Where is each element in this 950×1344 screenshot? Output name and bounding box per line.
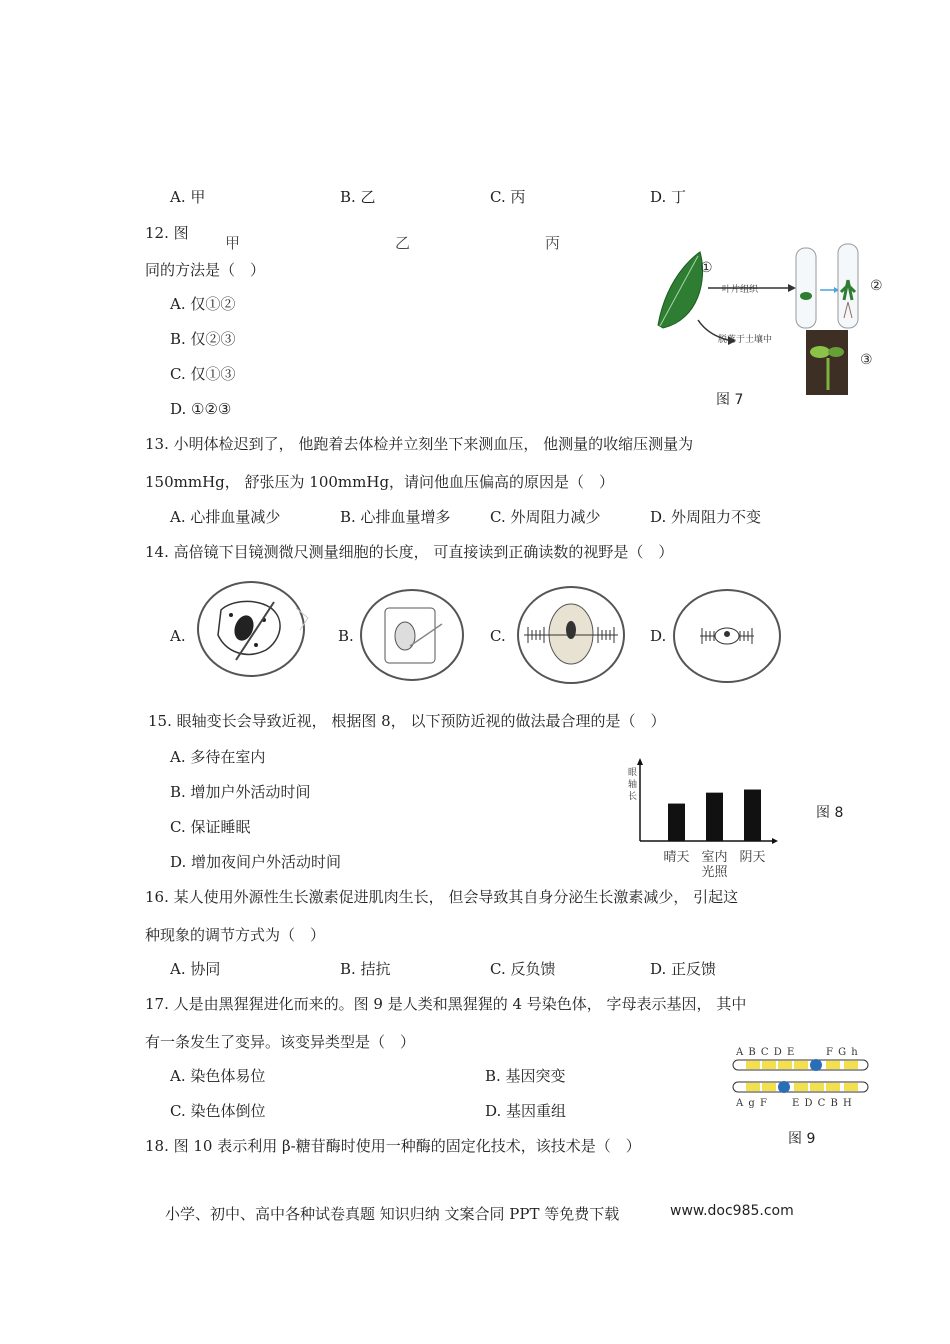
- callus-sprout: [800, 292, 812, 300]
- q16-option-d: D. 正反馈: [650, 960, 717, 978]
- q13-option-a: A. 心排血量减少: [170, 508, 281, 526]
- bottom-gene-labels-right: E D C B H: [792, 1098, 853, 1109]
- bar-3: [744, 790, 761, 841]
- overlap-label-yi: 乙: [395, 234, 411, 252]
- q16-line-1: 16. 某人使用外源性生长激素促进肌肉生长， 但会导致其自身分泌生长激素减少， 引起这: [145, 888, 739, 906]
- q15-option-c: C. 保证睡眠: [170, 818, 251, 836]
- y-axis-label: 眼: [628, 768, 638, 778]
- footer-text: 小学、初中、高中各种试卷真题 知识归纳 文案合同 PPT 等免费下载: [165, 1205, 620, 1223]
- q16-option-a: A. 协同: [170, 960, 221, 978]
- overlap-label-jia: 甲: [225, 234, 241, 252]
- q12-option-c: C. 仅①③: [170, 365, 236, 383]
- q14-option-c-label: C.: [490, 627, 506, 645]
- y-axis-label: 长: [628, 792, 638, 802]
- q15-option-a: A. 多待在室内: [170, 748, 266, 766]
- figure-7-plant-propagation: [648, 240, 898, 400]
- q14-option-b-label: B.: [338, 627, 354, 645]
- q15-stem: 15. 眼轴变长会导致近视， 根据图 8， 以下预防近视的做法最合理的是（ ）: [148, 712, 666, 730]
- q14-option-d-label: D.: [650, 627, 667, 645]
- figure-9-chromosomes: [728, 1040, 873, 1112]
- q16-line-2: 种现象的调节方式为（ ）: [145, 926, 326, 944]
- q13-option-b: B. 心排血量增多: [340, 508, 451, 526]
- q15-option-d: D. 增加夜间户外活动时间: [170, 853, 342, 871]
- q16-option-c: C. 反负馈: [490, 960, 556, 978]
- category-label-3: 阴天: [739, 850, 766, 865]
- q12-stem-cont: 同的方法是（ ）: [145, 261, 266, 279]
- q13-option-c: C. 外周阻力减少: [490, 508, 601, 526]
- q11-option-b: B. 乙: [340, 188, 376, 206]
- category-label-2: 光照: [701, 865, 728, 880]
- figure-9-caption: 图 9: [788, 1131, 816, 1147]
- overlap-label-bing: 丙: [545, 234, 561, 252]
- bottom-gene-labels-left: A g F: [736, 1098, 768, 1109]
- q12-stem-start: 12. 图: [145, 224, 189, 242]
- q18-stem: 18. 图 10 表示利用 β-糖苷酶时使用一种酶的固定化技术，该技术是（ ）: [145, 1137, 641, 1155]
- q17-option-a: A. 染色体易位: [170, 1067, 266, 1085]
- q17-line-2: 有一条发生了变异。该变异类型是（ ）: [145, 1033, 416, 1051]
- marker-2: ②: [870, 278, 883, 294]
- footer-url[interactable]: www.doc985.com: [670, 1203, 794, 1219]
- chromosome-bottom: [733, 1081, 868, 1093]
- q17-option-d: D. 基因重组: [485, 1102, 567, 1120]
- q17-option-b: B. 基因突变: [485, 1067, 566, 1085]
- q15-option-b: B. 增加户外活动时间: [170, 783, 311, 801]
- figure-7-caption: 图 7: [716, 392, 744, 408]
- chromosome-top: [733, 1059, 868, 1071]
- q13-line-2: 150mmHg， 舒张压为 100mmHg，请问他血压偏高的原因是（ ）: [145, 473, 615, 491]
- q12-option-b: B. 仅②③: [170, 330, 236, 348]
- q13-option-d: D. 外周阻力不变: [650, 508, 762, 526]
- bar-1: [668, 804, 685, 841]
- bar-2: [706, 793, 723, 841]
- q11-option-d: D. 丁: [650, 188, 687, 206]
- y-axis-label: 轴: [628, 780, 638, 790]
- q11-option-a: A. 甲: [170, 188, 206, 206]
- test-tube-1: [796, 248, 816, 328]
- q14-stem: 14. 高倍镜下目镜测微尺测量细胞的长度， 可直接读到正确读数的视野是（ ）: [145, 543, 674, 561]
- soil-label: 脱落于土壤中: [718, 335, 773, 345]
- leaf-tissue-label: 叶片组织: [722, 285, 759, 295]
- marker-1: ①: [700, 260, 713, 276]
- figure-8-bar-chart: [610, 755, 780, 880]
- category-label-2: 室内: [701, 850, 728, 865]
- marker-3: ③: [860, 352, 873, 368]
- category-label-1: 晴天: [663, 850, 690, 865]
- q12-option-a: A. 仅①②: [170, 295, 236, 313]
- q17-line-1: 17. 人是由黑猩猩进化而来的。图 9 是人类和黑猩猩的 4 号染色体， 字母表示基因， 其中: [145, 995, 747, 1013]
- q12-option-d: D. ①②③: [170, 400, 232, 418]
- q17-option-c: C. 染色体倒位: [170, 1102, 266, 1120]
- top-gene-labels-right: F G h: [826, 1047, 859, 1058]
- microscope-field-a: [196, 580, 312, 680]
- q11-option-c: C. 丙: [490, 188, 526, 206]
- microscope-field-d: [672, 588, 782, 686]
- q13-line-1: 13. 小明体检迟到了， 他跑着去体检并立刻坐下来测血压， 他测量的收缩压测量为: [145, 435, 694, 453]
- figure-8-caption: 图 8: [816, 805, 844, 821]
- q16-option-b: B. 拮抗: [340, 960, 391, 978]
- microscope-field-b: [360, 588, 466, 682]
- q14-option-a-label: A.: [170, 627, 186, 645]
- microscope-field-c: [516, 584, 626, 686]
- top-gene-labels: A B C D E: [736, 1047, 796, 1058]
